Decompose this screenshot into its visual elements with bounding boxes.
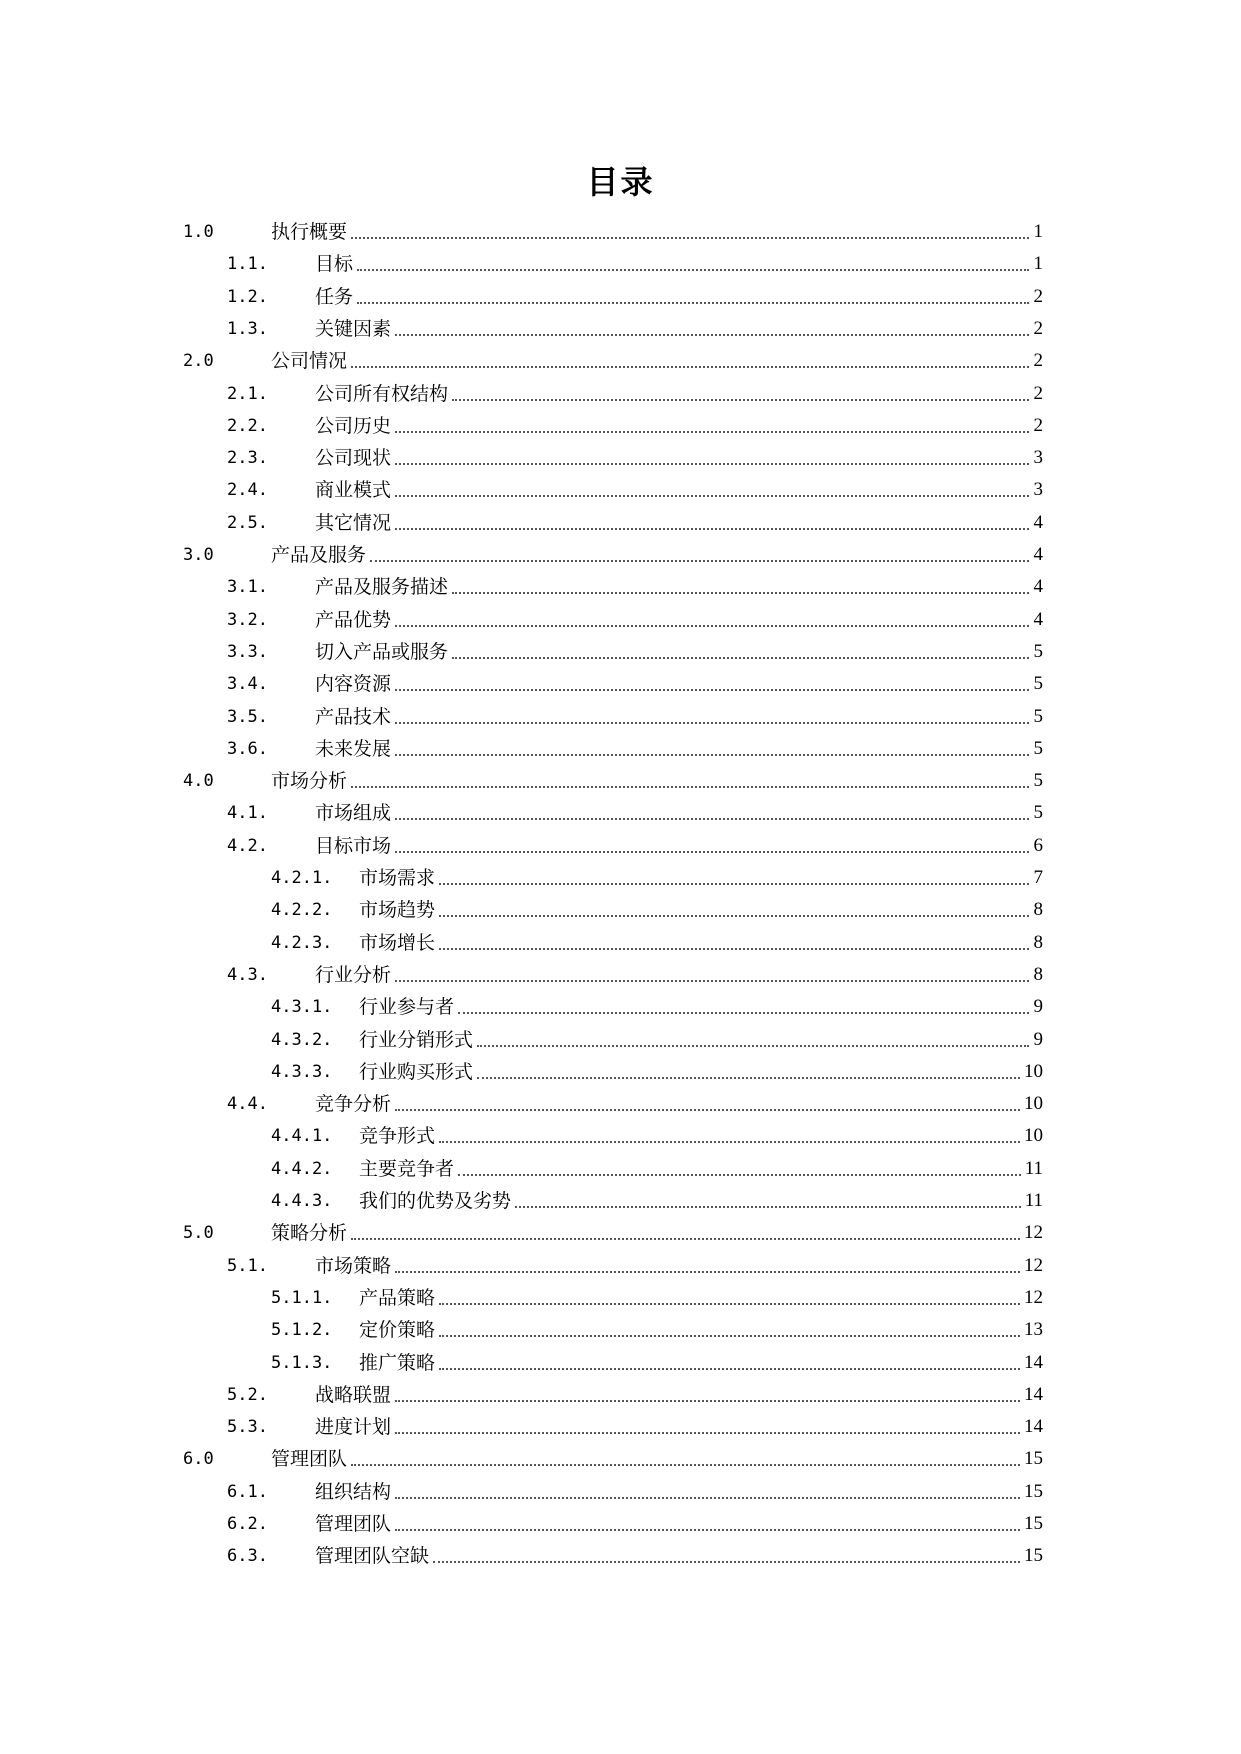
toc-entry-number: 5.0 (183, 1223, 214, 1244)
toc-entry-label: 行业购买形式 (359, 1059, 477, 1085)
toc-entry-label: 管理团队 (315, 1511, 395, 1537)
toc-entry-number: 4.3.1. (271, 997, 333, 1018)
toc-entry-number: 5.1.1. (271, 1287, 333, 1308)
toc-entry-page: 13 (1022, 1317, 1043, 1343)
toc-dot-leader (433, 1561, 1020, 1563)
toc-entry-label: 管理团队 (271, 1446, 351, 1472)
toc-entry[interactable] (227, 1476, 1043, 1508)
toc-entry-number: 5.3. (227, 1417, 268, 1438)
toc-dot-leader (395, 1109, 1020, 1111)
toc-entry[interactable] (271, 991, 1043, 1023)
toc-entry-page: 12 (1022, 1220, 1043, 1246)
toc-entry-page: 14 (1022, 1382, 1043, 1408)
toc-entry-page: 15 (1022, 1479, 1043, 1505)
toc-entry-page: 11 (1023, 1156, 1043, 1182)
toc-entry-label: 竞争形式 (359, 1123, 439, 1149)
toc-entry-number: 3.2. (227, 609, 268, 630)
toc-entry-label: 管理团队空缺 (315, 1543, 433, 1569)
toc-dot-leader (351, 786, 1029, 788)
toc-dot-leader (477, 1077, 1020, 1079)
toc-entry-number: 2.5. (227, 512, 268, 533)
toc-entry-page: 15 (1022, 1543, 1043, 1569)
toc-dot-leader (395, 980, 1029, 982)
toc-entry-page: 7 (1032, 865, 1044, 891)
toc-entry-number: 1.0 (183, 222, 214, 242)
toc-entry-page: 15 (1022, 1511, 1043, 1537)
toc-dot-leader (439, 1303, 1020, 1305)
toc-entry[interactable] (227, 830, 1043, 862)
toc-entry-number: 4.2.3. (271, 932, 333, 953)
toc-entry-label: 市场组成 (315, 800, 395, 826)
toc-entry-label: 策略分析 (271, 1220, 351, 1246)
toc-entry[interactable] (227, 571, 1043, 603)
toc-dot-leader (395, 334, 1029, 336)
toc-entry-number: 2.0 (183, 351, 214, 372)
toc-dot-leader (458, 1174, 1021, 1176)
toc-entry-label: 组织结构 (315, 1479, 395, 1505)
toc-entry-number: 3.6. (227, 738, 268, 759)
toc-entry-page: 2 (1032, 348, 1044, 374)
toc-entry[interactable] (227, 1250, 1043, 1282)
toc-entry-label: 公司所有权结构 (315, 381, 452, 407)
toc-entry-label: 战略联盟 (315, 1382, 395, 1408)
toc-dot-leader (395, 431, 1029, 433)
toc-entry-label: 其它情况 (315, 510, 395, 536)
toc-entry-page: 10 (1022, 1091, 1043, 1117)
toc-entry[interactable] (227, 733, 1043, 765)
toc-entry-number: 4.2.1. (271, 868, 333, 888)
toc-entry-label: 未来发展 (315, 736, 395, 762)
toc-entry[interactable] (271, 1185, 1043, 1217)
toc-entry-label: 内容资源 (315, 671, 395, 697)
toc-dot-leader (439, 883, 1029, 885)
toc-entry[interactable] (227, 378, 1043, 410)
toc-entry-number: 2.3. (227, 448, 268, 469)
toc-entry-label: 市场分析 (271, 768, 351, 794)
toc-entry-page: 10 (1022, 1123, 1043, 1149)
toc-entry[interactable] (227, 604, 1043, 636)
toc-entry-label: 商业模式 (315, 477, 395, 503)
toc-entry-number: 4.4.3. (271, 1191, 333, 1211)
toc-dot-leader (395, 754, 1029, 756)
toc-entry-page: 3 (1032, 477, 1044, 503)
toc-entry-page: 12 (1022, 1253, 1043, 1279)
toc-dot-leader (395, 722, 1029, 724)
toc-entry-number: 5.1.2. (271, 1320, 333, 1341)
toc-entry-page: 4 (1032, 542, 1044, 568)
toc-entry-label: 行业分销形式 (359, 1027, 477, 1053)
toc-entry[interactable] (227, 507, 1043, 539)
toc-entry-label: 市场需求 (359, 865, 439, 891)
toc-entry-page: 8 (1032, 962, 1044, 988)
toc-entry[interactable] (227, 668, 1043, 700)
toc-entry-page: 10 (1022, 1059, 1043, 1085)
toc-entry[interactable] (227, 1411, 1043, 1443)
toc-dot-leader (477, 1045, 1029, 1047)
toc-entry-number: 5.1. (227, 1255, 268, 1276)
toc-entry-number: 3.3. (227, 641, 268, 662)
toc-entry-page: 14 (1022, 1350, 1043, 1376)
toc-entry-page: 4 (1032, 574, 1044, 600)
toc-entry-label: 竞争分析 (315, 1091, 395, 1117)
toc-entry-page: 14 (1022, 1414, 1043, 1440)
toc-entry-page: 9 (1032, 994, 1044, 1020)
toc-entry-number: 3.5. (227, 706, 268, 727)
toc-entry-number: 1.3. (227, 318, 268, 339)
toc-dot-leader (458, 1012, 1029, 1014)
toc-dot-leader (357, 269, 1029, 271)
toc-entry-number: 1.1. (227, 254, 268, 275)
toc-entry[interactable] (227, 313, 1043, 345)
toc-entry-label: 主要竞争者 (359, 1156, 458, 1182)
toc-entry-number: 5.2. (227, 1384, 268, 1405)
toc-dot-leader (351, 366, 1029, 368)
toc-entry[interactable] (271, 862, 1043, 894)
toc-entry-number: 1.2. (227, 286, 268, 307)
toc-entry-page: 2 (1032, 381, 1044, 407)
toc-entry-number: 3.1. (227, 577, 268, 598)
toc-entry[interactable] (271, 927, 1043, 959)
toc-dot-leader (395, 495, 1029, 497)
toc-entry-page: 4 (1032, 510, 1044, 536)
toc-dot-leader (452, 657, 1029, 659)
toc-entry-label: 产品及服务描述 (315, 574, 452, 600)
toc-entry-label: 公司历史 (315, 413, 395, 439)
toc-dot-leader (395, 1497, 1020, 1499)
toc-entry-page: 15 (1022, 1446, 1043, 1472)
toc-entry-page: 5 (1032, 736, 1044, 762)
toc-entry-page: 4 (1032, 607, 1044, 633)
toc-entry-page: 5 (1032, 800, 1044, 826)
toc-entry-label: 市场趋势 (359, 897, 439, 923)
toc-entry-number: 3.0 (183, 545, 214, 565)
toc-entry-page: 9 (1032, 1027, 1044, 1053)
toc-dot-leader (395, 1400, 1020, 1402)
toc-entry-number: 4.4. (227, 1094, 268, 1115)
toc-entry[interactable] (183, 1443, 1043, 1475)
toc-entry-number: 2.4. (227, 480, 268, 501)
toc-entry-number: 5.1.3. (271, 1352, 333, 1373)
toc-dot-leader (357, 302, 1029, 304)
toc-entry-number: 6.2. (227, 1514, 268, 1534)
toc-entry-page: 5 (1032, 768, 1044, 794)
toc-entry-number: 2.2. (227, 415, 268, 436)
toc-dot-leader (515, 1206, 1021, 1208)
toc-entry-label: 公司情况 (271, 348, 351, 374)
toc-dot-leader (439, 1368, 1020, 1370)
toc-entry-number: 4.0 (183, 771, 214, 792)
toc-entry-page: 2 (1032, 284, 1044, 310)
toc-entry-number: 6.3. (227, 1546, 268, 1567)
toc-entry-number: 4.2. (227, 835, 268, 856)
toc-entry-page: 2 (1032, 413, 1044, 439)
toc-entry-number: 4.4.2. (271, 1158, 333, 1179)
toc-entry-page: 1 (1032, 251, 1044, 277)
toc-entry[interactable] (271, 1120, 1043, 1152)
toc-entry[interactable] (227, 248, 1043, 280)
toc-entry-label: 定价策略 (359, 1317, 439, 1343)
toc-entry-page: 8 (1032, 930, 1044, 956)
toc-entry-page: 5 (1032, 639, 1044, 665)
toc-entry[interactable] (227, 1508, 1043, 1540)
toc-entry-label: 我们的优势及劣势 (359, 1188, 515, 1214)
toc-dot-leader (395, 463, 1029, 465)
toc-entry-label: 任务 (315, 284, 357, 310)
toc-dot-leader (439, 948, 1029, 950)
toc-entry-number: 4.1. (227, 803, 268, 824)
toc-entry-label: 目标市场 (315, 833, 395, 859)
toc-entry[interactable] (183, 345, 1043, 377)
toc-entry-label: 推广策略 (359, 1350, 439, 1376)
toc-entry-label: 切入产品或服务 (315, 639, 452, 665)
toc-entry[interactable] (227, 1379, 1043, 1411)
toc-entry-label: 行业参与者 (359, 994, 458, 1020)
toc-dot-leader (395, 689, 1029, 691)
toc-entry-number: 4.3. (227, 964, 268, 985)
toc-entry-label: 产品及服务 (271, 542, 370, 568)
toc-entry[interactable] (227, 797, 1043, 829)
toc-entry[interactable] (227, 1088, 1043, 1120)
toc-entry-label: 产品优势 (315, 607, 395, 633)
toc-dot-leader (395, 1529, 1020, 1531)
toc-dot-leader (395, 1271, 1020, 1273)
toc-entry-number: 3.4. (227, 674, 268, 695)
toc-entry[interactable] (227, 442, 1043, 474)
toc-dot-leader (395, 1432, 1020, 1434)
toc-entry-page: 12 (1022, 1285, 1043, 1311)
toc-dot-leader (395, 625, 1029, 627)
toc-entry[interactable] (227, 281, 1043, 313)
toc-dot-leader (395, 851, 1029, 853)
toc-entry[interactable] (183, 1217, 1043, 1249)
toc-entry-page: 5 (1032, 704, 1044, 730)
toc-entry-page: 5 (1032, 671, 1044, 697)
toc-entry-number: 4.3.2. (271, 1029, 333, 1050)
toc-entry-number: 2.1. (227, 383, 268, 404)
toc-entry[interactable] (227, 410, 1043, 442)
toc-entry-number: 4.4.1. (271, 1126, 333, 1147)
toc-entry-number: 4.2.2. (271, 900, 333, 921)
toc-dot-leader (439, 1141, 1020, 1143)
toc-entry-page: 8 (1032, 897, 1044, 923)
toc-dot-leader (452, 592, 1029, 594)
toc-dot-leader (395, 818, 1029, 820)
toc-dot-leader (351, 237, 1029, 239)
toc-entry-label: 执行概要 (271, 219, 351, 245)
toc-entry[interactable] (271, 894, 1043, 926)
toc-entry-label: 进度计划 (315, 1414, 395, 1440)
toc-dot-leader (452, 399, 1029, 401)
toc-entry[interactable] (271, 1024, 1043, 1056)
toc-entry-page: 11 (1023, 1188, 1043, 1214)
toc-entry[interactable] (183, 765, 1043, 797)
toc-entry[interactable] (271, 1282, 1043, 1314)
toc-entry-number: 6.0 (183, 1449, 214, 1470)
toc-entry-label: 关键因素 (315, 316, 395, 342)
toc-entry-page: 1 (1032, 219, 1044, 245)
toc-entry-number: 4.3.3. (271, 1061, 333, 1082)
toc-dot-leader (370, 560, 1029, 562)
toc-entry[interactable] (271, 1347, 1043, 1379)
toc-entry-label: 行业分析 (315, 962, 395, 988)
toc-entry[interactable] (271, 1314, 1043, 1346)
toc-entry-label: 产品策略 (359, 1285, 439, 1311)
toc-entry-label: 目标 (315, 251, 357, 277)
toc-entry[interactable] (227, 636, 1043, 668)
toc-entry[interactable] (227, 1540, 1043, 1572)
toc-dot-leader (439, 1335, 1020, 1337)
toc-entry[interactable] (227, 959, 1043, 991)
toc-entry-number: 6.1. (227, 1481, 268, 1502)
toc-entry-label: 产品技术 (315, 704, 395, 730)
toc-entry-label: 市场策略 (315, 1253, 395, 1279)
page-title: 目录 (586, 163, 655, 201)
toc-entry[interactable] (183, 539, 1043, 571)
toc-entry-label: 公司现状 (315, 445, 395, 471)
toc-entry-page: 6 (1032, 833, 1044, 859)
toc-entry[interactable] (271, 1153, 1043, 1185)
toc-dot-leader (351, 1238, 1020, 1240)
toc-dot-leader (395, 528, 1029, 530)
toc-dot-leader (351, 1464, 1020, 1466)
toc-entry[interactable] (227, 701, 1043, 733)
toc-entry-page: 2 (1032, 316, 1044, 342)
toc-dot-leader (439, 915, 1029, 917)
toc-entry-page: 3 (1032, 445, 1044, 471)
toc-entry[interactable] (271, 1056, 1043, 1088)
toc-entry-label: 市场增长 (359, 930, 439, 956)
toc-entry[interactable] (183, 216, 1043, 248)
toc-entry[interactable] (227, 474, 1043, 506)
